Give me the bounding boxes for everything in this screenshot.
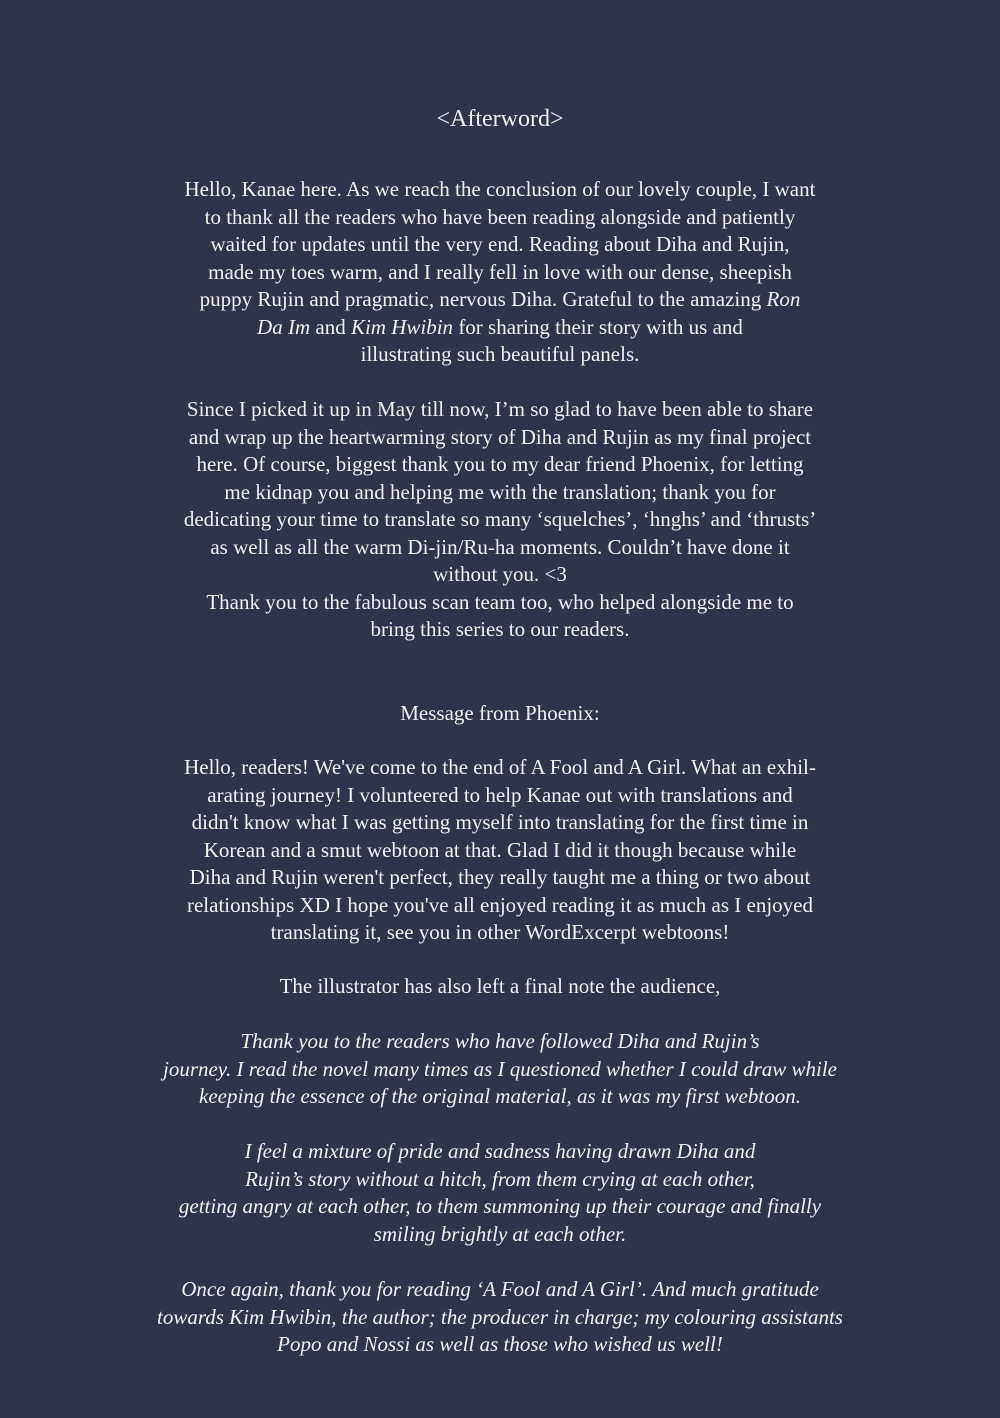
illustrator-note-paragraph-3 bbox=[90, 1276, 910, 1359]
page-title: <Afterword> bbox=[436, 106, 564, 132]
text-line: as well as all the warm Di-jin/Ru-ha moments. Couldn’t have done it bbox=[210, 534, 790, 559]
text-line: Hello, readers! We've come to the end of A Fool and A Girl. What an exhil- bbox=[184, 755, 816, 779]
text-line: puppy Rujin and pragmatic, nervous Diha. Grateful to the amazing Ron bbox=[199, 287, 801, 311]
text-line: Once again, thank you for reading ‘A Fool and A Girl’. And much gratitude bbox=[181, 1277, 819, 1301]
text-line: Since I picked it up in May till now, I’m so glad to have been able to share bbox=[186, 397, 814, 421]
kanae-paragraph-2 bbox=[90, 396, 910, 644]
text-line: keeping the essence of the original material, as it was my first webtoon. bbox=[199, 1084, 801, 1108]
text-line: towards Kim Hwibin, the author; the producer in charge; my colouring assistants bbox=[157, 1304, 843, 1329]
text-line: Da Im and Kim Hwibin for sharing their story with us and bbox=[257, 314, 743, 339]
text-line: relationships XD I hope you've all enjoyed reading it as much as I enjoyed bbox=[186, 892, 814, 917]
text-line: Popo and Nossi as well as those who wished us well! bbox=[277, 1332, 723, 1356]
text-line: here. Of course, biggest thank you to my dear friend Phoenix, for letting bbox=[196, 452, 804, 476]
illustrator-note-paragraph-1 bbox=[90, 1028, 910, 1111]
text-line: without you. <3 bbox=[433, 562, 567, 586]
text-line: and wrap up the heartwarming story of Diha and Rujin as my final project bbox=[188, 424, 812, 449]
phoenix-paragraph-2 bbox=[90, 973, 910, 1001]
text-line: me kidnap you and helping me with the translation; thank you for bbox=[224, 479, 776, 504]
section-heading: Message from Phoenix: bbox=[400, 701, 600, 725]
text-line: Diha and Rujin weren't perfect, they really taught me a thing or two about bbox=[189, 865, 811, 889]
text-line: Korean and a smut webtoon at that. Glad I did it though because while bbox=[203, 837, 797, 862]
text-line: smiling brightly at each other. bbox=[373, 1221, 627, 1246]
author-name: Kim Hwibin bbox=[350, 314, 454, 339]
text-line: journey. I read the novel many times as I questioned whether I could draw while bbox=[162, 1056, 838, 1081]
phoenix-heading bbox=[90, 700, 910, 728]
text-line: Rujin’s story without a hitch, from them crying at each other, bbox=[245, 1166, 755, 1191]
text-line: arating journey! I volunteered to help Kanae out with translations and bbox=[207, 782, 793, 807]
text-line: didn't know what I was getting myself into translating for the first time in bbox=[191, 810, 809, 834]
author-name: Ron bbox=[766, 287, 801, 311]
text-line: I feel a mixture of pride and sadness having drawn Diha and bbox=[244, 1139, 756, 1163]
phoenix-paragraph-1 bbox=[90, 754, 910, 947]
text-line: translating it, see you in other WordExcerpt webtoons! bbox=[270, 920, 730, 944]
kanae-paragraph-1 bbox=[90, 176, 910, 369]
text-line: waited for updates until the very end. Reading about Diha and Rujin, bbox=[210, 232, 790, 256]
text-line: Hello, Kanae here. As we reach the conclusion of our lovely couple, I want bbox=[184, 177, 816, 201]
text-line: to thank all the readers who have been reading alongside and patiently bbox=[204, 204, 796, 229]
text-line: dedicating your time to translate so many ‘squelches’, ‘hnghs’ and ‘thrusts’ bbox=[183, 507, 817, 531]
illustrator-note-paragraph-2 bbox=[90, 1138, 910, 1248]
text-line: Thank you to the fabulous scan team too, who helped alongside me to bbox=[206, 589, 794, 614]
author-name: Da Im bbox=[257, 314, 311, 339]
text-line: The illustrator has also left a final note the audience, bbox=[279, 974, 721, 998]
text-line: getting angry at each other, to them summoning up their courage and finally bbox=[178, 1194, 822, 1218]
text-line: illustrating such beautiful panels. bbox=[360, 342, 640, 366]
text-line: Thank you to the readers who have followed Diha and Rujin’s bbox=[240, 1029, 760, 1053]
text-line: bring this series to our readers. bbox=[370, 617, 630, 641]
text-line: made my toes warm, and I really fell in love with our dense, sheepish bbox=[208, 259, 792, 284]
